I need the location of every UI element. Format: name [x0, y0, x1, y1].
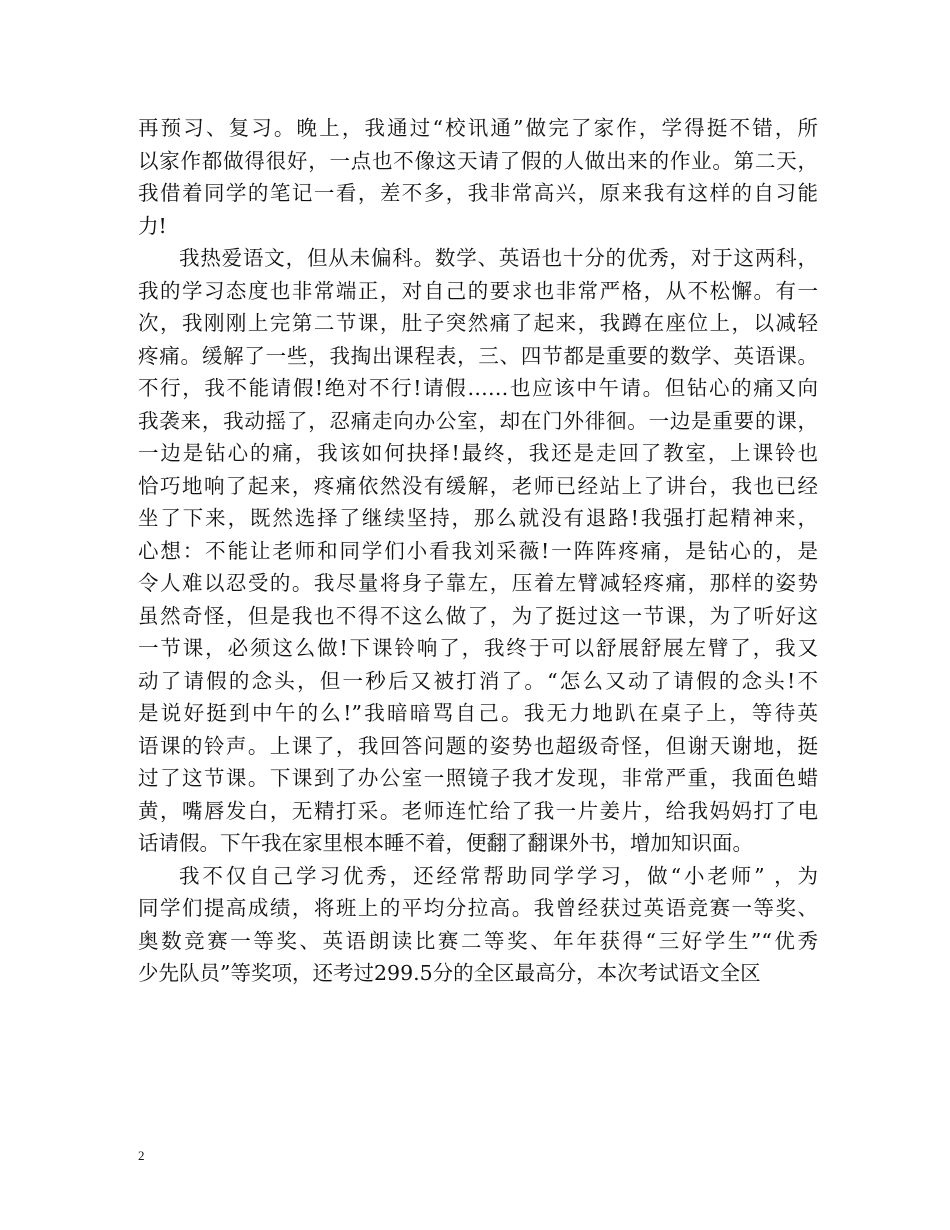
paragraph: [138, 860, 818, 990]
text-line: 我借着同学的笔记一看，差不多，我非常高兴，原来我有这样的自习能: [138, 181, 818, 205]
text-line: 令人难以忍受的。我尽量将身子靠左，压着左臂减轻疼痛，那样的姿势: [138, 571, 818, 595]
text-line: 再预习、复习。晚上，我通过“校讯通”做完了家作，学得挺不错，所: [138, 116, 818, 140]
text-line: 次，我刚刚上完第二节课，肚子突然痛了起来，我蹲在座位上，以减轻: [138, 311, 818, 335]
text-line: 过了这节课。下课到了办公室一照镜子我才发现，非常严重，我面色蜡: [138, 766, 818, 790]
page-number: 2: [138, 1148, 145, 1163]
text-line: 我不仅自己学习优秀，还经常帮助同学学习，做“小老师” ，为: [179, 863, 818, 888]
text-line: 恰巧地响了起来，疼痛依然没有缓解，老师已经站上了讲台，我也已经: [138, 473, 818, 498]
text-line: 奥数竞赛一等奖、英语朗读比赛二等奖、年年获得“三好学生”“优秀: [138, 928, 818, 953]
text-line: 我热爱语文，但从未偏科。数学、英语也十分的优秀，对于这两科，: [179, 246, 818, 270]
text-line: 同学们提高成绩，将班上的平均分拉高。我曾经获过英语竞赛一等奖、: [138, 896, 818, 920]
text-line: 疼痛。缓解了一些，我掏出课程表，三、四节都是重要的数学、英语课。: [138, 343, 818, 368]
text-line: 是说好挺到中午的么!”我暗暗骂自己。我无力地趴在桌子上，等待英: [138, 701, 818, 725]
text-line: 力!: [138, 213, 167, 238]
text-line: 少先队员”等奖项，还考过299.5分的全区最高分，本次考试语文全区: [138, 961, 761, 985]
text-line: 心想：不能让老师和同学们小看我刘采薇!一阵阵疼痛，是钻心的，是: [138, 538, 818, 563]
text-line: 不行，我不能请假!绝对不行!请假……也应该中午请。但钻心的痛又向: [138, 376, 818, 400]
text-line: 一边是钻心的痛，我该如何抉择!最终，我还是走回了教室，上课铃也: [138, 441, 818, 465]
text-line: 黄，嘴唇发白，无精打采。老师连忙给了我一片姜片，给我妈妈打了电: [138, 798, 818, 823]
text-line: 我的学习态度也非常端正，对自己的要求也非常严格，从不松懈。有一: [138, 278, 818, 303]
text-line: 动了请假的念头，但一秒后又被打消了。“怎么又动了请假的念头!不: [138, 668, 818, 693]
text-line: 以家作都做得很好，一点也不像这天请了假的人做出来的作业。第二天，: [138, 148, 818, 173]
paragraph: [138, 112, 818, 242]
text-line: 语课的铃声。上课了，我回答问题的姿势也超级奇怪，但谢天谢地，挺: [138, 733, 818, 758]
paragraph: [138, 242, 818, 860]
body-text: [138, 112, 818, 990]
text-line: 一节课，必须这么做!下课铃响了，我终于可以舒展舒展左臂了，我又: [138, 636, 818, 660]
text-line: 虽然奇怪，但是我也不得不这么做了，为了挺过这一节课，为了听好这: [138, 603, 818, 628]
text-line: 坐了下来，既然选择了继续坚持，那么就没有退路!我强打起精神来，: [138, 506, 818, 530]
text-line: 我袭来，我动摇了，忍痛走向办公室，却在门外徘徊。一边是重要的课，: [138, 408, 818, 433]
text-line: 话请假。下午我在家里根本睡不着，便翻了翻课外书，增加知识面。: [138, 831, 753, 855]
